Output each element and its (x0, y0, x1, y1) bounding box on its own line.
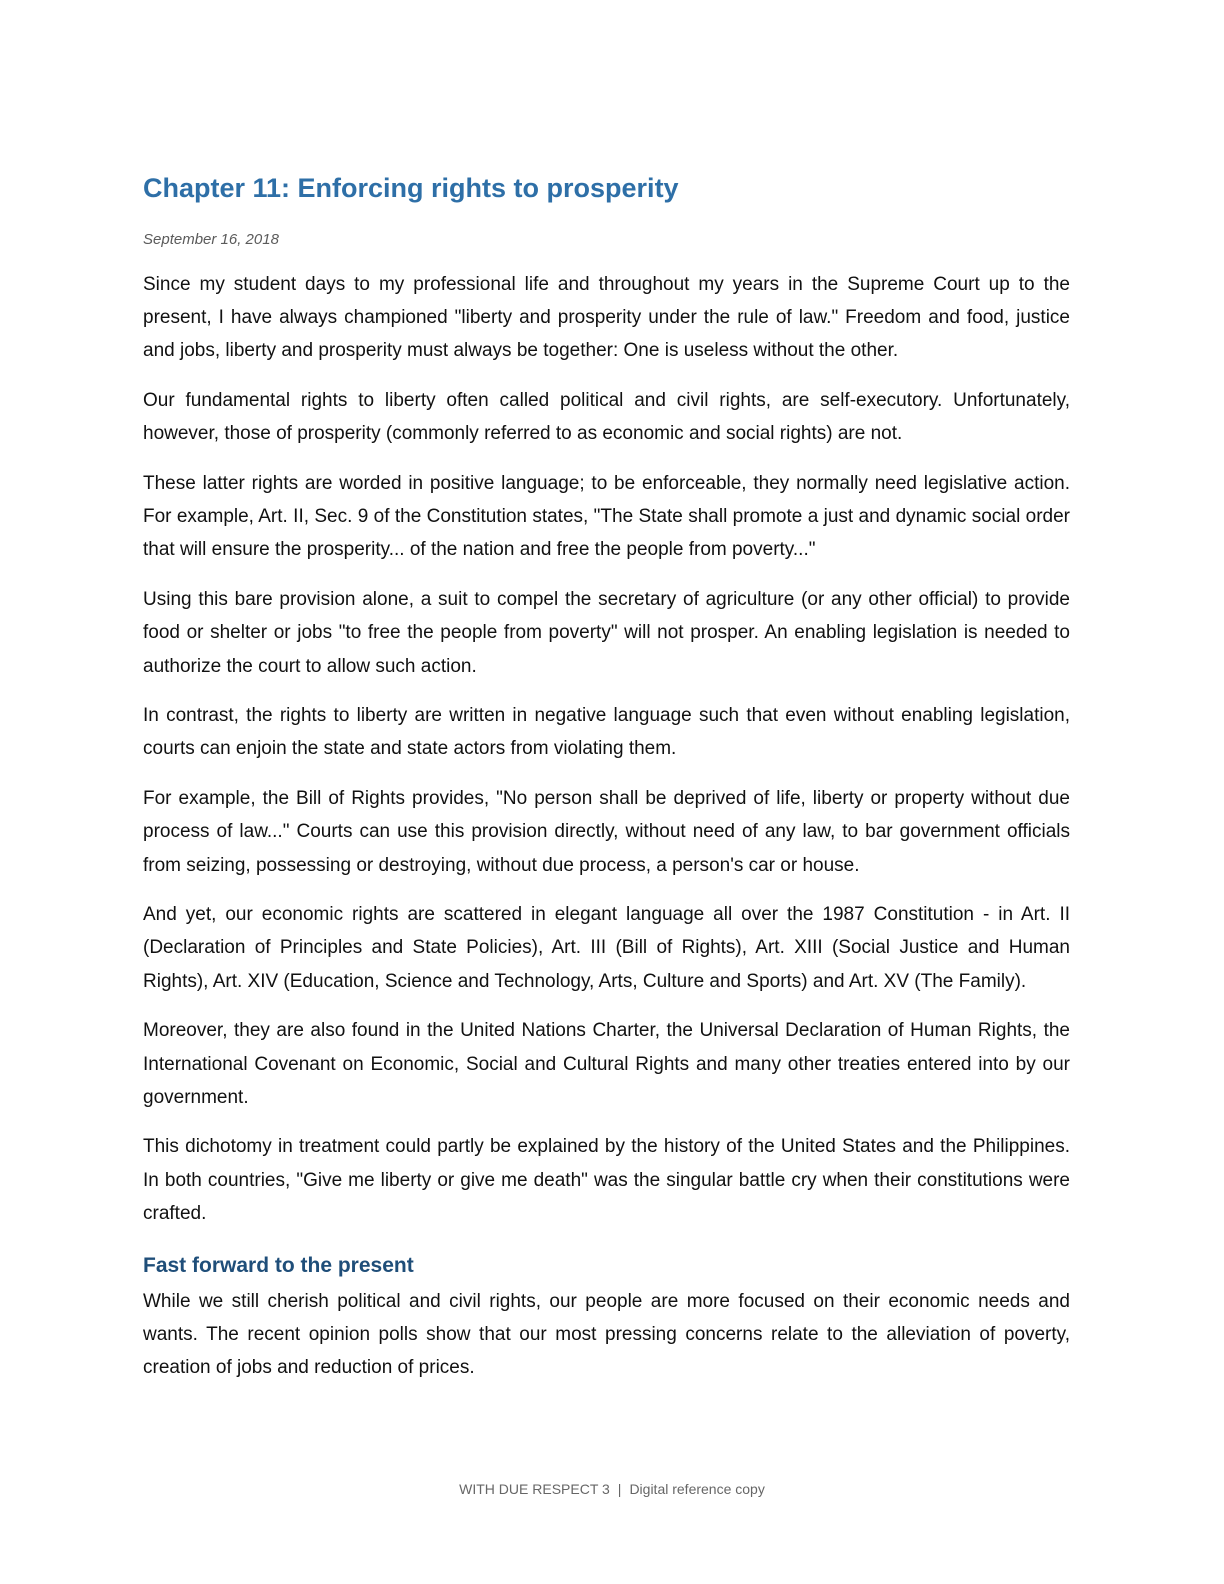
body-paragraph: These latter rights are worded in positive language; to be enforceable, they normally need legislative action. For example, Art. II, Sec. 9 of the Constitution states, "The State shall promote a just and dynamic social order that will ensure the prosperity... of the nation and free the people from poverty..." (143, 473, 1070, 561)
body-paragraph: In contrast, the rights to liberty are written in negative language such that even without enabling legislation, courts can enjoin the state and state actors from violating them. (143, 705, 1070, 760)
section-paragraph: While we still cherish political and civil rights, our people are more focused on their economic needs and wants. The recent opinion polls show that our most pressing concerns relate to the alleviation of poverty, creation of jobs and reduction of prices. (143, 1291, 1070, 1379)
chapter-title: Chapter 11: Enforcing rights to prosperity (143, 173, 679, 203)
document-page (143, 168, 1070, 1401)
body-paragraph: Since my student days to my professional life and throughout my years in the Supreme Court up to the present, I have always championed "liberty and prosperity under the rule of law." Freedom and food, justice and jobs, liberty and prosperity must always be together: One is useless without the other. (143, 274, 1070, 362)
body-paragraph: Moreover, they are also found in the United Nations Charter, the Universal Declaration of Human Rights, the International Covenant on Economic, Social and Cultural Rights and many other treaties entered into by our government. (143, 1020, 1070, 1108)
body-paragraph: For example, the Bill of Rights provides, "No person shall be deprived of life, liberty or property without due process of law..." Courts can use this provision directly, without need of any law, to bar government officials from seizing, possessing or destroying, without due process, a person's car or house. (143, 788, 1070, 876)
footer-note: Digital reference copy (629, 1481, 765, 1497)
article-body (143, 268, 1070, 1385)
body-paragraph: This dichotomy in treatment could partly be explained by the history of the United States and the Philippines. In both countries, "Give me liberty or give me death" was the singular battle cry when their constitutions were crafted. (143, 1136, 1070, 1224)
body-paragraph: Using this bare provision alone, a suit to compel the secretary of agriculture (or any other official) to provide food or shelter or jobs "to free the people from poverty" will not prosper. An enabling legislation is needed to authorize the court to allow such action. (143, 589, 1070, 677)
body-paragraph: Our fundamental rights to liberty often called political and civil rights, are self-executory. Unfortunately, however, those of prosperity (commonly referred to as economic and social rights) are not. (143, 390, 1070, 445)
footer-book-title: WITH DUE RESPECT 3 (459, 1481, 610, 1497)
publication-date: September 16, 2018 (143, 231, 279, 248)
section-heading: Fast forward to the present (143, 1254, 414, 1278)
page-footer (0, 1479, 1224, 1499)
footer-separator: | (617, 1481, 622, 1497)
body-paragraph: And yet, our economic rights are scattered in elegant language all over the 1987 Constitution - in Art. II (Declaration of Principles and State Policies), Art. III (Bill of Rights), Art. XIII (Social Justice and Human Rights), Art. XIV (Education, Science and Technology, Arts, Culture and Sports) and Art. XV (The Family). (143, 904, 1070, 992)
